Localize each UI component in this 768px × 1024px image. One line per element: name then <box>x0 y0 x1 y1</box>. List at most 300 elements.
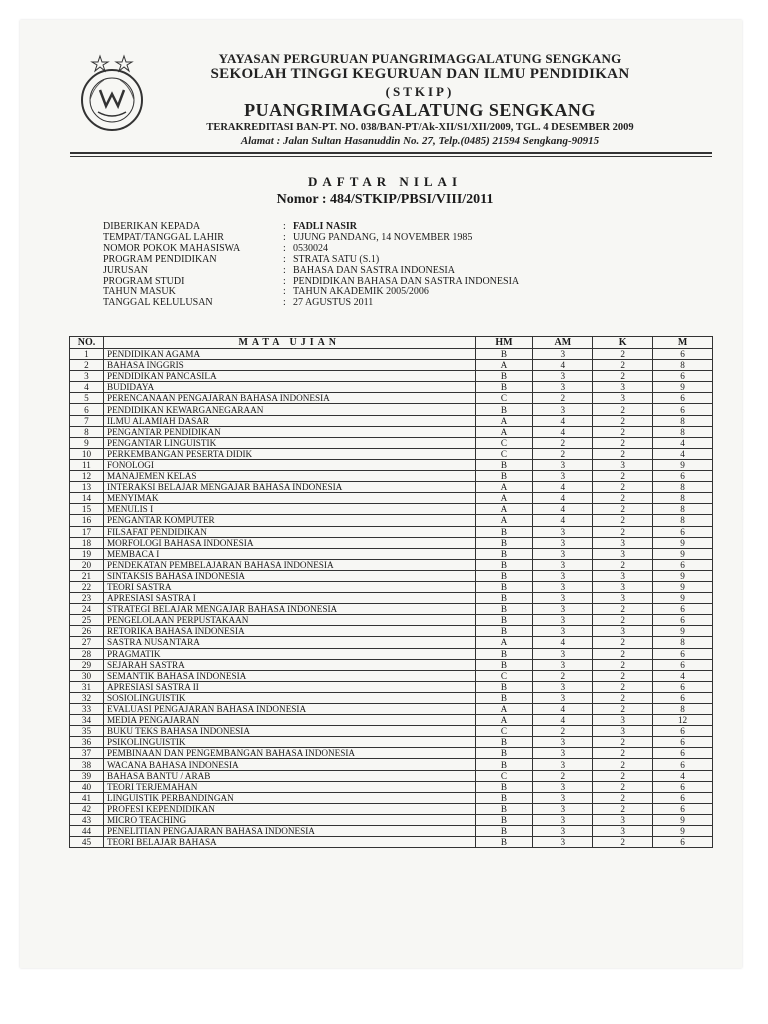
table-row <box>70 559 713 570</box>
info-label: PROGRAM PENDIDIKAN <box>103 253 217 265</box>
credits: 2 <box>593 349 653 360</box>
institution-logo <box>70 50 154 134</box>
grade-value: 3 <box>533 681 593 692</box>
table-row <box>70 615 713 626</box>
grade-value: 2 <box>533 726 593 737</box>
credits: 2 <box>593 493 653 504</box>
table-row <box>70 493 713 504</box>
row-number: 10 <box>70 448 104 459</box>
subject-name: STRATEGI BELAJAR MENGAJAR BAHASA INDONESIA <box>103 604 475 615</box>
table-row <box>70 581 713 592</box>
subject-name: ILMU ALAMIAH DASAR <box>103 415 475 426</box>
subject-name: BAHASA INGGRIS <box>103 360 475 371</box>
info-label: TEMPAT/TANGGAL LAHIR <box>103 231 224 243</box>
grade-value: 3 <box>533 404 593 415</box>
row-number: 28 <box>70 648 104 659</box>
grade-value: 3 <box>533 648 593 659</box>
subject-name: FILSAFAT PENDIDIKAN <box>103 526 475 537</box>
credits: 3 <box>593 581 653 592</box>
grade-value: 3 <box>533 548 593 559</box>
row-number: 37 <box>70 748 104 759</box>
info-value: 0530024 <box>293 242 328 254</box>
table-row <box>70 704 713 715</box>
info-separator: : <box>283 221 286 232</box>
grade-value: 3 <box>533 826 593 837</box>
credits: 2 <box>593 837 653 848</box>
credits: 2 <box>593 515 653 526</box>
credits: 2 <box>593 559 653 570</box>
info-label: JURUSAN <box>103 264 149 276</box>
row-number: 42 <box>70 803 104 814</box>
table-row <box>70 814 713 825</box>
subject-name: PERENCANAAN PENGAJARAN BAHASA INDONESIA <box>103 393 475 404</box>
header-subject: MATA UJIAN <box>103 337 475 349</box>
credits: 2 <box>593 371 653 382</box>
credits: 2 <box>593 737 653 748</box>
grade-points: 6 <box>653 559 713 570</box>
table-row <box>70 681 713 692</box>
row-number: 43 <box>70 814 104 825</box>
letter-grade: A <box>475 504 533 515</box>
grade-value: 3 <box>533 581 593 592</box>
grade-points: 9 <box>653 581 713 592</box>
subject-name: SEJARAH SASTRA <box>103 659 475 670</box>
row-number: 45 <box>70 837 104 848</box>
grade-points: 6 <box>653 837 713 848</box>
subject-name: PRAGMATIK <box>103 648 475 659</box>
row-number: 3 <box>70 371 104 382</box>
subject-name: FONOLOGI <box>103 459 475 470</box>
row-number: 12 <box>70 471 104 482</box>
row-number: 40 <box>70 781 104 792</box>
row-number: 13 <box>70 482 104 493</box>
credits: 2 <box>593 404 653 415</box>
table-row <box>70 371 713 382</box>
table-row <box>70 726 713 737</box>
grades-table <box>69 336 713 848</box>
grade-points: 9 <box>653 548 713 559</box>
letter-grade: A <box>475 426 533 437</box>
grade-points: 4 <box>653 437 713 448</box>
letter-grade: A <box>475 360 533 371</box>
table-row <box>70 748 713 759</box>
subject-name: SEMANTIK BAHASA INDONESIA <box>103 670 475 681</box>
subject-name: LINGUISTIK PERBANDINGAN <box>103 792 475 803</box>
letter-grade: B <box>475 526 533 537</box>
college-location-name: PUANGRIMAGGALATUNG SENGKANG <box>244 100 596 120</box>
grade-value: 4 <box>533 426 593 437</box>
row-number: 41 <box>70 792 104 803</box>
credits: 3 <box>593 382 653 393</box>
row-number: 32 <box>70 692 104 703</box>
grade-value: 3 <box>533 792 593 803</box>
letter-grade: B <box>475 581 533 592</box>
header-divider-thin <box>70 156 712 157</box>
header-hm: HM <box>475 337 533 349</box>
table-row <box>70 803 713 814</box>
letter-grade: B <box>475 792 533 803</box>
credits: 3 <box>593 570 653 581</box>
grade-value: 3 <box>533 570 593 581</box>
letter-grade: B <box>475 759 533 770</box>
grade-value: 2 <box>533 670 593 681</box>
grade-points: 8 <box>653 493 713 504</box>
grade-points: 6 <box>653 737 713 748</box>
row-number: 21 <box>70 570 104 581</box>
subject-name: PROFESI KEPENDIDIKAN <box>103 803 475 814</box>
letter-grade: B <box>475 659 533 670</box>
row-number: 30 <box>70 670 104 681</box>
info-row <box>103 266 519 277</box>
credits: 3 <box>593 393 653 404</box>
letter-grade: B <box>475 737 533 748</box>
row-number: 7 <box>70 415 104 426</box>
grade-points: 4 <box>653 770 713 781</box>
grade-points: 8 <box>653 426 713 437</box>
grade-value: 4 <box>533 415 593 426</box>
grade-points: 8 <box>653 360 713 371</box>
credits: 2 <box>593 448 653 459</box>
row-number: 22 <box>70 581 104 592</box>
grade-value: 4 <box>533 360 593 371</box>
credits: 2 <box>593 615 653 626</box>
document-title: DAFTAR NILAI <box>307 174 462 189</box>
info-separator: : <box>283 264 286 276</box>
info-separator: : <box>283 253 286 265</box>
table-row <box>70 837 713 848</box>
info-value: TAHUN AKADEMIK 2005/2006 <box>293 286 429 298</box>
grade-points: 6 <box>653 393 713 404</box>
credits: 3 <box>593 548 653 559</box>
info-separator: : <box>283 231 286 243</box>
grade-value: 4 <box>533 493 593 504</box>
grade-points: 4 <box>653 448 713 459</box>
table-row <box>70 593 713 604</box>
grade-points: 8 <box>653 704 713 715</box>
grade-value: 4 <box>533 637 593 648</box>
grade-points: 9 <box>653 570 713 581</box>
letter-grade: C <box>475 393 533 404</box>
grade-points: 12 <box>653 715 713 726</box>
table-row <box>70 537 713 548</box>
grade-value: 3 <box>533 759 593 770</box>
grade-points: 9 <box>653 826 713 837</box>
letter-grade: B <box>475 604 533 615</box>
subject-name: SOSIOLINGUISTIK <box>103 692 475 703</box>
grade-points: 9 <box>653 593 713 604</box>
table-row <box>70 360 713 371</box>
credits: 2 <box>593 681 653 692</box>
row-number: 6 <box>70 404 104 415</box>
table-header-row <box>70 337 713 349</box>
letter-grade: B <box>475 559 533 570</box>
row-number: 9 <box>70 437 104 448</box>
credits: 2 <box>593 759 653 770</box>
grade-value: 3 <box>533 371 593 382</box>
credits: 2 <box>593 504 653 515</box>
row-number: 11 <box>70 459 104 470</box>
table-row <box>70 570 713 581</box>
subject-name: PENGANTAR LINGUISTIK <box>103 437 475 448</box>
subject-name: TEORI TERJEMAHAN <box>103 781 475 792</box>
grade-value: 4 <box>533 515 593 526</box>
credits: 3 <box>593 626 653 637</box>
table-row <box>70 648 713 659</box>
letter-grade: A <box>475 515 533 526</box>
row-number: 39 <box>70 770 104 781</box>
row-number: 26 <box>70 626 104 637</box>
row-number: 38 <box>70 759 104 770</box>
grade-value: 3 <box>533 559 593 570</box>
grade-points: 9 <box>653 537 713 548</box>
accreditation-line: TERAKREDITASI BAN-PT. NO. 038/BAN-PT/Ak-XII/S1/XII/2009, TGL. 4 DESEMBER 2009 <box>206 122 634 133</box>
grade-points: 6 <box>653 803 713 814</box>
grade-points: 6 <box>653 792 713 803</box>
grade-value: 2 <box>533 393 593 404</box>
grade-value: 3 <box>533 692 593 703</box>
credits: 2 <box>593 770 653 781</box>
header-am: AM <box>533 337 593 349</box>
grade-value: 3 <box>533 593 593 604</box>
header-divider <box>70 152 712 154</box>
grade-points: 8 <box>653 482 713 493</box>
letter-grade: A <box>475 415 533 426</box>
grade-points: 9 <box>653 382 713 393</box>
letter-grade: A <box>475 637 533 648</box>
row-number: 36 <box>70 737 104 748</box>
table-row <box>70 448 713 459</box>
grade-value: 3 <box>533 803 593 814</box>
info-separator: : <box>283 297 286 309</box>
subject-name: PENGANTAR PENDIDIKAN <box>103 426 475 437</box>
grade-value: 4 <box>533 715 593 726</box>
grade-points: 8 <box>653 515 713 526</box>
subject-name: TEORI SASTRA <box>103 581 475 592</box>
grade-points: 6 <box>653 604 713 615</box>
subject-name: PSIKOLINGUISTIK <box>103 737 475 748</box>
letter-grade: B <box>475 548 533 559</box>
subject-name: PENDEKATAN PEMBELAJARAN BAHASA INDONESIA <box>103 559 475 570</box>
table-row <box>70 504 713 515</box>
subject-name: BUDIDAYA <box>103 382 475 393</box>
table-row <box>70 626 713 637</box>
address-line: Alamat : Jalan Sultan Hasanuddin No. 27, Telp.(0485) 21594 Sengkang-90915 <box>240 135 600 147</box>
grade-value: 3 <box>533 459 593 470</box>
grade-value: 3 <box>533 781 593 792</box>
credits: 3 <box>593 537 653 548</box>
info-separator: : <box>283 242 286 254</box>
grade-points: 6 <box>653 759 713 770</box>
grade-points: 9 <box>653 814 713 825</box>
subject-name: WACANA BAHASA INDONESIA <box>103 759 475 770</box>
letter-grade: B <box>475 826 533 837</box>
grade-points: 6 <box>653 692 713 703</box>
table-row <box>70 471 713 482</box>
row-number: 44 <box>70 826 104 837</box>
credits: 2 <box>593 471 653 482</box>
info-label: TANGGAL KELULUSAN <box>103 297 213 309</box>
table-row <box>70 670 713 681</box>
grade-points: 6 <box>653 526 713 537</box>
info-value: PENDIDIKAN BAHASA DAN SASTRA INDONESIA <box>293 275 520 287</box>
letter-grade: A <box>475 482 533 493</box>
subject-name: APRESIASI SASTRA I <box>103 593 475 604</box>
grade-points: 6 <box>653 615 713 626</box>
table-row <box>70 692 713 703</box>
credits: 2 <box>593 704 653 715</box>
row-number: 1 <box>70 349 104 360</box>
subject-name: TEORI BELAJAR BAHASA <box>103 837 475 848</box>
grade-value: 3 <box>533 659 593 670</box>
table-row <box>70 659 713 670</box>
credits: 3 <box>593 726 653 737</box>
row-number: 24 <box>70 604 104 615</box>
info-value: FADLI NASIR <box>293 221 357 232</box>
table-row <box>70 759 713 770</box>
header-k: K <box>593 337 653 349</box>
subject-name: BAHASA BANTU / ARAB <box>103 770 475 781</box>
credits: 2 <box>593 360 653 371</box>
grade-points: 4 <box>653 670 713 681</box>
grade-value: 3 <box>533 526 593 537</box>
letter-grade: B <box>475 681 533 692</box>
letter-grade: A <box>475 704 533 715</box>
row-number: 17 <box>70 526 104 537</box>
table-row <box>70 715 713 726</box>
letter-grade: B <box>475 471 533 482</box>
subject-name: MENULIS I <box>103 504 475 515</box>
credits: 2 <box>593 426 653 437</box>
grade-points: 6 <box>653 748 713 759</box>
row-number: 8 <box>70 426 104 437</box>
grade-value: 3 <box>533 471 593 482</box>
grade-value: 2 <box>533 448 593 459</box>
grade-points: 6 <box>653 726 713 737</box>
row-number: 16 <box>70 515 104 526</box>
letter-grade: C <box>475 448 533 459</box>
letter-grade: B <box>475 803 533 814</box>
letter-grade: B <box>475 537 533 548</box>
grade-value: 3 <box>533 814 593 825</box>
table-row <box>70 781 713 792</box>
row-number: 20 <box>70 559 104 570</box>
credits: 2 <box>593 692 653 703</box>
credits: 2 <box>593 781 653 792</box>
grade-points: 6 <box>653 349 713 360</box>
info-row <box>103 298 519 309</box>
subject-name: INTERAKSI BELAJAR MENGAJAR BAHASA INDONESIA <box>103 482 475 493</box>
credits: 3 <box>593 826 653 837</box>
info-value: BAHASA DAN SASTRA INDONESIA <box>293 264 455 276</box>
info-separator: : <box>283 286 286 298</box>
foundation-name: YAYASAN PERGURUAN PUANGRIMAGGALATUNG SENGKANG <box>218 51 622 66</box>
subject-name: PENDIDIKAN AGAMA <box>103 349 475 360</box>
credits: 2 <box>593 482 653 493</box>
credits: 2 <box>593 659 653 670</box>
letter-grade: C <box>475 437 533 448</box>
grade-value: 4 <box>533 482 593 493</box>
grade-value: 3 <box>533 626 593 637</box>
letter-grade: B <box>475 837 533 848</box>
table-row <box>70 404 713 415</box>
row-number: 5 <box>70 393 104 404</box>
table-row <box>70 382 713 393</box>
row-number: 34 <box>70 715 104 726</box>
row-number: 31 <box>70 681 104 692</box>
table-row <box>70 515 713 526</box>
table-row <box>70 637 713 648</box>
grade-points: 9 <box>653 459 713 470</box>
letter-grade: B <box>475 615 533 626</box>
subject-name: SASTRA NUSANTARA <box>103 637 475 648</box>
credits: 2 <box>593 792 653 803</box>
grade-points: 6 <box>653 659 713 670</box>
grade-value: 3 <box>533 837 593 848</box>
info-row <box>103 255 519 266</box>
subject-name: PENGELOLAAN PERPUSTAKAAN <box>103 615 475 626</box>
credits: 2 <box>593 526 653 537</box>
table-row <box>70 604 713 615</box>
info-separator: : <box>283 275 286 287</box>
letter-grade: A <box>475 493 533 504</box>
info-label: PROGRAM STUDI <box>103 275 185 287</box>
table-row <box>70 737 713 748</box>
row-number: 29 <box>70 659 104 670</box>
row-number: 2 <box>70 360 104 371</box>
grade-points: 9 <box>653 626 713 637</box>
subject-name: PENELITIAN PENGAJARAN BAHASA INDONESIA <box>103 826 475 837</box>
subject-name: MICRO TEACHING <box>103 814 475 825</box>
credits: 2 <box>593 748 653 759</box>
row-number: 4 <box>70 382 104 393</box>
grade-points: 6 <box>653 471 713 482</box>
table-row <box>70 426 713 437</box>
subject-name: MANAJEMEN KELAS <box>103 471 475 482</box>
table-row <box>70 349 713 360</box>
letter-grade: B <box>475 814 533 825</box>
subject-name: SINTAKSIS BAHASA INDONESIA <box>103 570 475 581</box>
table-row <box>70 548 713 559</box>
subject-name: PEMBINAAN DAN PENGEMBANGAN BAHASA INDONESIA <box>103 748 475 759</box>
header-m: M <box>653 337 713 349</box>
table-row <box>70 415 713 426</box>
row-number: 27 <box>70 637 104 648</box>
letter-grade: B <box>475 349 533 360</box>
row-number: 15 <box>70 504 104 515</box>
row-number: 33 <box>70 704 104 715</box>
letter-grade: B <box>475 593 533 604</box>
grade-points: 6 <box>653 681 713 692</box>
table-row <box>70 770 713 781</box>
subject-name: PERKEMBANGAN PESERTA DIDIK <box>103 448 475 459</box>
credits: 3 <box>593 593 653 604</box>
letter-grade: B <box>475 570 533 581</box>
grade-points: 8 <box>653 637 713 648</box>
credits: 2 <box>593 803 653 814</box>
letter-grade: B <box>475 371 533 382</box>
table-row <box>70 437 713 448</box>
grade-points: 8 <box>653 504 713 515</box>
letter-grade: B <box>475 692 533 703</box>
row-number: 18 <box>70 537 104 548</box>
info-label: TAHUN MASUK <box>103 286 176 298</box>
grade-value: 3 <box>533 615 593 626</box>
letter-grade: A <box>475 715 533 726</box>
document-number: Nomor : 484/STKIP/PBSI/VIII/2011 <box>276 192 494 207</box>
grade-value: 3 <box>533 382 593 393</box>
info-label: NOMOR POKOK MAHASISWA <box>103 242 241 254</box>
row-number: 25 <box>70 615 104 626</box>
